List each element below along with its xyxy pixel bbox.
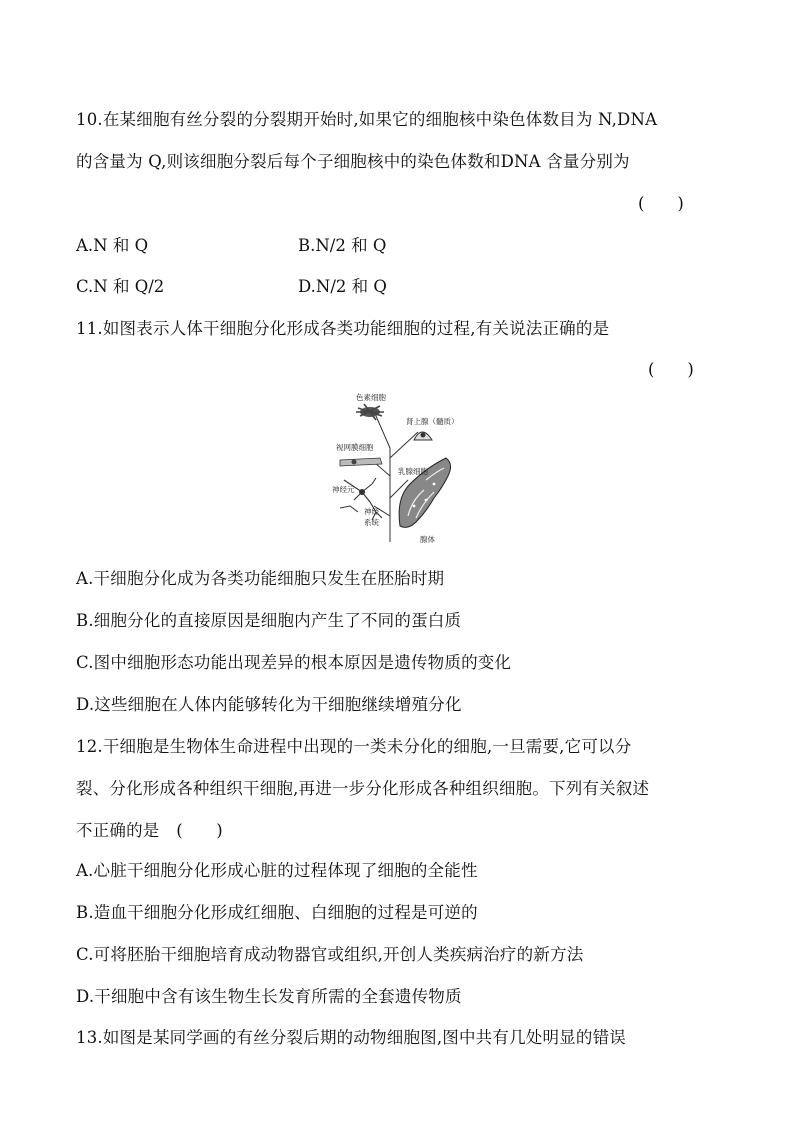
q12-option-a: A.心脏干细胞分化形成心脏的过程体现了细胞的全能性 [76, 861, 478, 880]
q11-option-d: D.这些细胞在人体内能够转化为干细胞继续增殖分化 [76, 695, 462, 714]
q11-stem: 11.如图表示人体干细胞分化形成各类功能细胞的过程,有关说法正确的是 [76, 319, 610, 338]
q11-option-c: C.图中细胞形态功能出现差异的根本原因是遗传物质的变化 [76, 653, 512, 672]
label-gland: 腺体 [420, 535, 435, 544]
q10-option-c: C.N 和 Q/2 [76, 277, 165, 296]
pigment-cell-drawing [356, 404, 384, 420]
q10-option-d: D.N/2 和 Q [298, 277, 387, 296]
q12-stem-line3: 不正确的是 ( ) [76, 821, 223, 840]
q12-option-d: D.干细胞中含有该生物生长发育所需的全套遗传物质 [76, 987, 462, 1006]
q10-option-a: A.N 和 Q [76, 236, 149, 255]
q13-stem-line1: 13.如图是某同学画的有丝分裂后期的动物细胞图,图中共有几处明显的错误 [76, 1028, 626, 1047]
q10-answer-paren: ( ) [638, 194, 684, 213]
label-pigment-cell: 色素细胞 [356, 393, 386, 402]
q11-option-a: A.干细胞分化成为各类功能细胞只发生在胚胎时期 [76, 569, 445, 588]
q10-option-b: B.N/2 和 Q [298, 236, 387, 255]
label-retina-cell: 视网膜细胞 [336, 443, 374, 452]
label-mammary-cell: 乳腺细胞 [398, 467, 428, 476]
q11-answer-paren: ( ) [648, 360, 694, 379]
stem-cell-differentiation-figure [330, 388, 462, 544]
label-nervous-system-1: 神经 [364, 507, 379, 516]
q10-stem-line1: 10.在某细胞有丝分裂的分裂期开始时,如果它的细胞核中染色体数目为 N,DNA [76, 110, 658, 129]
label-neuron: 神经元 [332, 485, 355, 494]
retina-cell-drawing [340, 458, 382, 466]
q12-stem-line1: 12.干细胞是生物体生命进程中出现的一类未分化的细胞,一旦需要,它可以分 [76, 737, 632, 756]
q11-option-b: B.细胞分化的直接原因是细胞内产生了不同的蛋白质 [76, 611, 462, 630]
q10-stem-line2: 的含量为 Q,则该细胞分裂后每个子细胞核中的染色体数和DNA 含量分别为 [76, 152, 630, 171]
q12-stem-line2: 裂、分化形成各种组织干细胞,再进一步分化形成各种组织细胞。下列有关叙述 [76, 779, 650, 798]
label-nervous-system-2: 系统 [364, 518, 379, 527]
label-adrenal: 肾上腺（髓质） [406, 417, 459, 426]
q12-option-c: C.可将胚胎干细胞培育成动物器官或组织,开创人类疾病治疗的新方法 [76, 945, 584, 964]
q12-option-b: B.造血干细胞分化形成红细胞、白细胞的过程是可逆的 [76, 903, 478, 922]
